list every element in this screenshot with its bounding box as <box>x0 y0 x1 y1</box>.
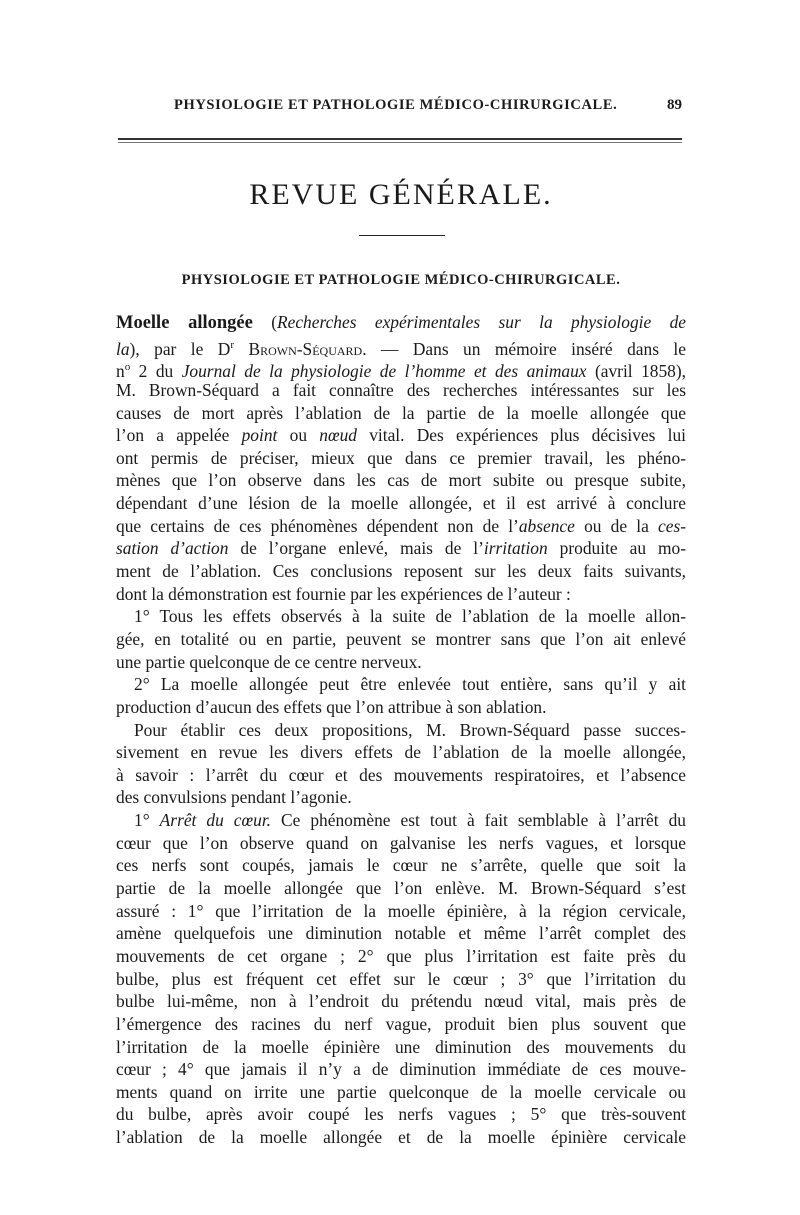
text-segment: Journal de la physiologie de l’homme et des animaux <box>181 361 587 382</box>
text-line <box>116 990 686 1013</box>
text-segment: ou <box>277 425 320 446</box>
text-segment: vital. Des expériences plus décisives lui <box>356 425 686 446</box>
text-segment: sivement en revue les divers effets de l’ablation de la moelle allongée, <box>116 742 686 763</box>
text-segment: ont permis de préciser, mieux que dans ce premier travail, les phéno- <box>116 447 686 468</box>
header-rule-thin <box>118 142 682 143</box>
text-segment: l’émergence des racines du nerf vague, produit bien plus souvent que <box>116 1013 686 1034</box>
text-segment: bulbe, plus est fréquent cet effet sur le cœur ; 3° que l’irritation du <box>116 968 686 989</box>
text-segment: Brown-Séquard <box>248 338 363 359</box>
running-head <box>116 97 686 119</box>
text-segment: l’on a appelée <box>116 425 242 446</box>
text-line <box>116 764 686 787</box>
text-segment: mènes que l’on observe dans les cas de mort subite ou presque subite, <box>116 470 686 491</box>
text-segment: amène quelquefois une diminution notable et même l’arrêt complet des <box>116 923 686 944</box>
text-segment: la <box>116 338 130 359</box>
text-segment: M. Brown-Séquard a fait connaître des recherches intéressantes sur les <box>116 379 686 400</box>
text-segment: absence <box>518 515 575 536</box>
text-segment: l’ablation de la moelle allongée et de la moelle épinière cervicale <box>116 1127 686 1148</box>
text-line <box>116 605 686 628</box>
text-line <box>116 560 686 583</box>
text-segment: ces nerfs sont coupés, jamais le cœur ne s’arrête, quelle que soit la <box>116 855 686 876</box>
text-line <box>116 900 686 923</box>
text-line <box>116 469 686 492</box>
text-segment: gée, en totalité ou en partie, peuvent se montrer sans que l’on ait enlevé <box>116 628 686 649</box>
text-segment: point <box>241 425 278 446</box>
text-segment: dont la démonstration est fournie par les expériences de l’auteur : <box>116 583 571 604</box>
running-head-title: PHYSIOLOGIE ET PATHOLOGIE MÉDICO-CHIRURGICALE. <box>174 97 618 113</box>
text-segment: causes de mort après l’ablation de la partie de la moelle allongée que <box>116 402 686 423</box>
text-segment: r <box>230 338 235 351</box>
text-segment: o <box>124 361 131 374</box>
text-line <box>116 1081 686 1104</box>
text-line <box>116 1103 686 1126</box>
text-line <box>116 741 686 764</box>
text-line <box>116 402 686 425</box>
text-line <box>116 854 686 877</box>
text-line <box>116 651 686 674</box>
text-segment: Pour établir ces deux propositions, M. Brown-Séquard passe succes- <box>134 719 686 740</box>
text-segment: de l’organe enlevé, mais de l’ <box>228 538 484 559</box>
text-line <box>116 968 686 991</box>
text-segment: 2 du <box>130 361 182 382</box>
text-segment: ou de la <box>574 515 658 536</box>
page-number: 89 <box>667 97 682 113</box>
text-line <box>116 719 686 742</box>
text-segment: l’irritation de la moelle épinière une diminution des mouvements du <box>116 1036 686 1057</box>
text-line <box>116 356 687 382</box>
text-segment: Ce phénomène est tout à fait semblable à l’arrêt du <box>271 810 687 831</box>
text-segment: bulbe lui-même, non à l’endroit du prétendu nœud vital, mais près de <box>116 991 686 1012</box>
text-line <box>116 424 686 447</box>
article-body <box>116 311 686 1149</box>
text-segment: production d’aucun des effets que l’on attribue à son ablation. <box>116 696 547 717</box>
text-segment: du bulbe, après avoir coupé les nerfs vagues ; 5° que très-souvent <box>116 1104 686 1125</box>
header-rule <box>118 138 682 140</box>
text-line <box>116 537 686 560</box>
text-line <box>116 379 686 402</box>
main-title: REVUE GÉNÉRALE. <box>249 178 553 211</box>
text-segment: des convulsions pendant l’agonie. <box>116 787 352 808</box>
text-line <box>116 334 686 357</box>
section-title: PHYSIOLOGIE ET PATHOLOGIE MÉDICO-CHIRURGICALE. <box>181 272 621 288</box>
text-line <box>116 1058 686 1081</box>
text-segment: mouvements de cet organe ; 2° que plus l’irritation est faite près du <box>116 945 686 966</box>
text-segment: à savoir : l’arrêt du cœur et des mouvements respiratoires, et l’absence <box>116 764 686 785</box>
text-line <box>116 1126 686 1149</box>
article-title: Moelle allongée <box>116 313 253 333</box>
text-line <box>116 492 686 515</box>
title-divider <box>359 235 445 236</box>
text-segment: ( <box>252 312 277 332</box>
text-segment: partie de la moelle allongée que l’on enlève. M. Brown-Séquard s’est <box>116 878 686 899</box>
text-segment: (avril 1858), <box>586 361 687 382</box>
text-line <box>116 628 686 651</box>
text-segment: cœur ; 4° que jamais il n’y a de diminution immédiate de ces mouve- <box>116 1059 686 1080</box>
text-segment: sation d’action <box>116 538 229 559</box>
text-segment: ces- <box>658 515 686 536</box>
text-segment: ), par le D <box>129 338 231 359</box>
text-line <box>116 696 686 719</box>
text-line <box>116 922 686 945</box>
text-line <box>116 877 686 900</box>
text-segment: 1° Tous les effets observés à la suite de l’ablation de la moelle allon- <box>134 606 686 627</box>
text-line <box>116 832 686 855</box>
text-line <box>116 809 686 832</box>
text-line <box>116 786 686 809</box>
text-line <box>116 583 686 606</box>
text-line <box>116 447 686 470</box>
text-segment: nœud <box>319 425 357 446</box>
text-segment: . — Dans un mémoire inséré dans le <box>362 338 686 359</box>
text-segment: ment de l’ablation. Ces conclusions reposent sur les deux faits suivants, <box>116 561 686 582</box>
text-segment: dépendant d’une lésion de la moelle allongée, et il est arrivé à conclure <box>116 493 686 514</box>
text-segment: que certains de ces phénomènes dépendent non de l’ <box>116 515 519 536</box>
text-line <box>116 945 686 968</box>
text-segment: 2° La moelle allongée peut être enlevée tout entière, sans qu’il y ait <box>134 674 686 695</box>
text-line <box>116 515 686 538</box>
text-segment: produite au mo- <box>547 538 686 559</box>
text-segment: ments quand on irrite une partie quelconque de la moelle cervicale ou <box>116 1081 686 1102</box>
text-segment: cœur que l’on observe quand on galvanise les nerfs vagues, et lorsque <box>116 832 686 853</box>
text-line <box>116 1036 686 1059</box>
text-segment: Arrêt du cœur. <box>159 810 272 831</box>
text-segment: une partie quelconque de ce centre nerveux. <box>116 651 422 672</box>
text-segment: 1° <box>134 810 160 831</box>
text-line <box>116 1013 686 1036</box>
text-line <box>116 673 686 696</box>
text-segment: assuré : 1° que l’irritation de la moelle épinière, à la région cervicale, <box>116 900 686 921</box>
text-segment: Recherches expérimentales sur la physiologie de <box>276 312 686 332</box>
text-segment: irritation <box>483 538 548 559</box>
text-segment: n <box>116 361 125 382</box>
text-line <box>116 311 686 334</box>
